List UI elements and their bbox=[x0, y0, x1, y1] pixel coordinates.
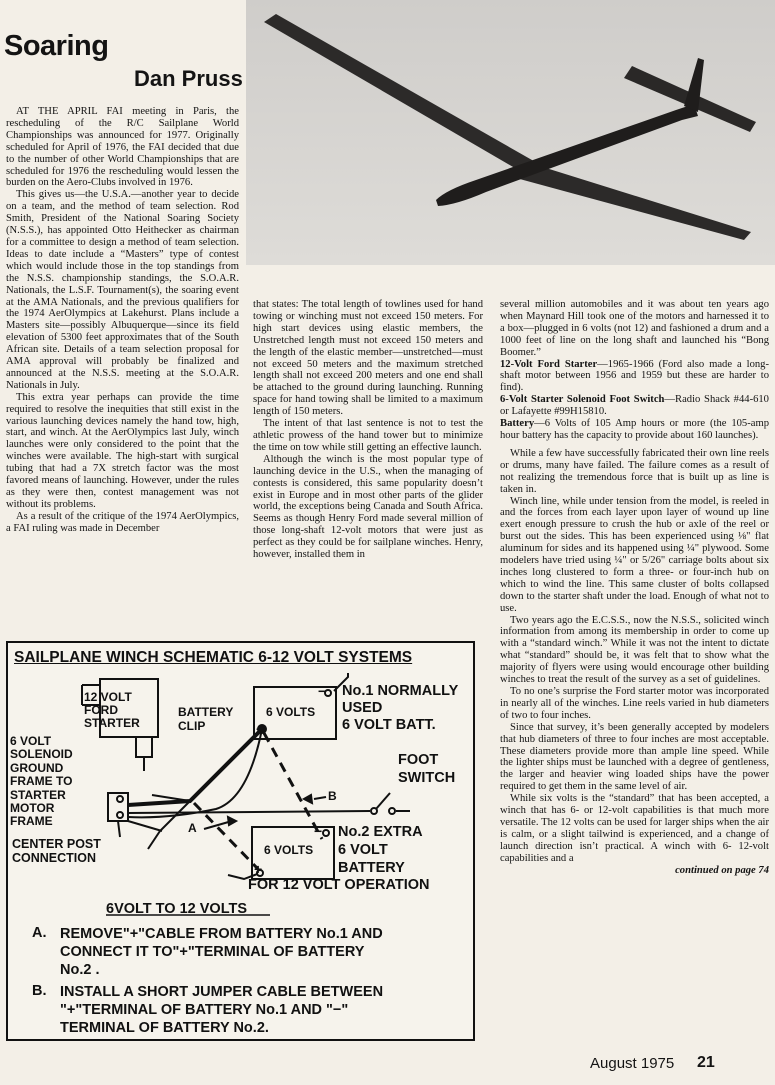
label-line: CONNECTION bbox=[12, 851, 97, 865]
step-line: REMOVE"+"CABLE FROM BATTERY No.1 AND bbox=[60, 926, 383, 942]
sailplane-silhouette bbox=[246, 0, 775, 265]
article-column-2 bbox=[253, 299, 483, 561]
parts-label: 6-Volt Starter Solenoid Foot Switch bbox=[500, 394, 665, 406]
battery-clip-label bbox=[178, 705, 233, 733]
label-line: STARTER bbox=[10, 787, 66, 802]
label-line: 6 VOLT BATT. bbox=[342, 717, 436, 733]
step-a-text bbox=[60, 925, 383, 979]
label-line: BATTERY bbox=[338, 860, 405, 876]
step-a-letter: A. bbox=[32, 925, 47, 941]
sailplane-photo bbox=[246, 0, 775, 265]
label-line: No.2 EXTRA bbox=[338, 824, 423, 840]
paragraph: Two years ago the E.C.S.S., now the N.S.S., solicited winch information from among its membership in order to come up with a “standard winch.” While it was not the intent to dictate what “standard” should be, it was felt that to show what the majority of flyers were using would encourage other building winches to treat the result of the survey as a set of guidelines. bbox=[500, 614, 769, 686]
solenoid-label bbox=[10, 735, 73, 829]
parts-battery bbox=[500, 418, 769, 442]
paragraph: Although the winch is the most popular type of launching device in the U.S., when the managing of contests is considered, this same popularity doesn’t exist in Europe and in most other parts of the glider world, the exceptions being Canada and South Africa. Seems as though Henry Ford made several million of those long-shaft 12-volt motors that were just as perfect as they could be for sailplane winches. Henry, however, installed them in bbox=[253, 453, 483, 561]
label-line: FRAME bbox=[10, 814, 53, 829]
label-line: FOOT bbox=[398, 752, 439, 768]
parts-ford-starter bbox=[500, 359, 769, 395]
paragraph: To no one’s surprise the Ford starter motor was incorporated in nearly all of the winches. Line reels varied in hub diameters of two to four inches. bbox=[500, 686, 769, 721]
battery-1-label: 6 VOLTS bbox=[266, 705, 316, 719]
battery-2-negative: − bbox=[314, 823, 323, 839]
paragraph: that states: The total length of towlines used for hand towing or winching must not exceed 150 meters. For high start devices using elastic members, the Unstretched length must not exceed 150 meters and the length of the elastic member—unstretched—must not exceed 50 meters and the maximum stretched length shall not exceed 200 meters and one end shall be attached to the ground during launching. Running space for hand towing shall be limited to a maximum length of 150 meters. bbox=[253, 299, 483, 418]
schematic-subtitle: 6VOLT TO 12 VOLTS bbox=[106, 901, 247, 917]
cable-a-label: A bbox=[188, 821, 197, 835]
label-line: 6 VOLT bbox=[338, 842, 388, 858]
parts-foot-switch bbox=[500, 394, 769, 418]
step-b-letter: B. bbox=[32, 983, 47, 999]
page-title: Soaring bbox=[4, 30, 109, 62]
paragraph: As a result of the critique of the 1974 AerOlympics, a FAI ruling was made in December bbox=[6, 510, 239, 534]
page-number: 21 bbox=[697, 1054, 715, 1071]
paragraph: AT THE APRIL FAI meeting in Paris, the rescheduling of the R/C Sailplane World Championships was announced for 1977. Originally scheduled for April of 1976, the FAI decided that due to the number of other World Championships that are scheduled for 1976 the rescheduling would lessen the burden on the Aero-Clubs involved in 1976. bbox=[6, 106, 239, 189]
twelve-volt-operation-label: FOR 12 VOLT OPERATION bbox=[248, 877, 430, 893]
label-line: FRAME TO bbox=[10, 774, 73, 789]
starter-label bbox=[84, 691, 140, 730]
battery-2-description bbox=[338, 823, 423, 877]
article-column-1 bbox=[6, 106, 239, 535]
cable-b-label: B bbox=[328, 789, 337, 803]
label-line: STARTER bbox=[84, 716, 140, 730]
battery-2-positive: + bbox=[254, 861, 263, 877]
paragraph: Since that survey, it’s been generally accepted by modelers that hub diameters of three to four inches are most acceptable. These diameters provide more than ample line speed. While the lighter ships must be launched with a degree of gentleness, the larger and heavier wing loaded ships have the power required to get them in the same level of air. bbox=[500, 721, 769, 793]
winch-schematic bbox=[6, 641, 475, 1041]
label-line: GROUND bbox=[10, 760, 64, 775]
parts-label: Battery bbox=[500, 418, 535, 430]
battery-1-description bbox=[342, 683, 458, 734]
step-line: INSTALL A SHORT JUMPER CABLE BETWEEN bbox=[60, 984, 384, 1000]
step-b-text bbox=[60, 983, 383, 1037]
paragraph: Winch line, while under tension from the model, is reeled in and the forces from each layer upon layer of wound up line exert enough pressure to crush the hub or axle of the reel or burst out the sides. This has been experienced using ⅛" flat aluminum for sides and its happened using ¼" plywood. Some modelers have tried using ¼" or 5/26" carriage bolts about six inches long clustered to form a three- or four-inch hub on which to wind the line. This same cluster of bolts collapsed down to the starter shaft under the load. Enough of what not to use. bbox=[500, 495, 769, 614]
issue-date: August 1975 bbox=[590, 1055, 675, 1072]
label-line: CLIP bbox=[178, 719, 206, 733]
paragraph: While a few have successfully fabricated their own line reels or drums, many have failed. The failure comes as a result of not realizing the tremendous force that is built up as line is taken in. bbox=[500, 447, 769, 495]
step-line: "+"TERMINAL OF BATTERY No.1 AND "−" bbox=[60, 1002, 349, 1018]
paragraph: While six volts is the “standard” that has been accepted, a winch that has 6- or 12-volt capabilities is that much more versatile. The 12 volts can be used for larger ships when the air is calm, or a slight tailwind is experienced, and a change of launch direction isn’t practical. A winch with 6- 12-volt capabilities and a bbox=[500, 793, 769, 864]
label-line: No.1 NORMALLY bbox=[342, 683, 459, 699]
battery-1-positive: + bbox=[256, 721, 265, 737]
paragraph: The intent of that last sentence is not to test the athletic prowess of the hand tower but to minimize the time on tow while still getting an effective launch. bbox=[253, 418, 483, 453]
label-line: USED bbox=[342, 700, 383, 716]
label-line: SWITCH bbox=[398, 770, 456, 786]
label-line: 12 VOLT bbox=[84, 690, 132, 704]
continued-note: continued on page 74 bbox=[675, 864, 769, 876]
article-column-3 bbox=[500, 299, 769, 877]
author-byline: Dan Pruss bbox=[134, 66, 243, 91]
step-line: TERMINAL OF BATTERY No.2. bbox=[60, 1020, 269, 1036]
parts-text: —1965-1966 (Ford also made a long-shaft motor between 1956 and 1959 but these are harder to find). bbox=[500, 358, 769, 394]
label-line: 6 VOLT bbox=[10, 734, 52, 748]
center-post-label bbox=[12, 837, 101, 865]
paragraph: several million automobiles and it was about ten years ago when Maynard Hill took one of the motors and harnessed it to a box—plugged in 6 volts (not 12) and fashioned a drum and a 1000 feet of line on the long shaft and launched his “Bong Boomer.” bbox=[500, 299, 769, 358]
label-line: CENTER POST bbox=[12, 837, 101, 851]
label-line: FORD bbox=[84, 703, 118, 717]
step-line: No.2 . bbox=[60, 962, 100, 978]
paragraph: This extra year perhaps can provide the time required to resolve the inequities that still exist in the various launching devices namely the hand tow, high, start, and winch. At the AerOlympics last July, winch launches were only considered to the point that the winches were available. The high-start with surgical tubing that had a 7X stretch factor was the most favored means of launching. However, under the rules as they were then, contest management was not without its problems. bbox=[6, 391, 239, 510]
step-line: CONNECT IT TO"+"TERMINAL OF BATTERY bbox=[60, 944, 365, 960]
battery-2-label: 6 VOLTS bbox=[264, 843, 314, 857]
schematic-title: SAILPLANE WINCH SCHEMATIC 6-12 VOLT SYSTEMS bbox=[14, 649, 413, 666]
parts-label: 12-Volt Ford Starter bbox=[500, 358, 598, 370]
parts-text: —Radio Shack #44-610 or Lafayette #99H15810. bbox=[500, 394, 769, 418]
parts-text: —6 Volts of 105 Amp hours or more (the 105-amp hour battery has the capacity to provide about 160 launches). bbox=[500, 418, 769, 441]
label-line: BATTERY bbox=[178, 705, 234, 719]
label-line: MOTOR bbox=[10, 801, 55, 816]
foot-switch-label bbox=[398, 751, 455, 787]
paragraph: This gives us—the U.S.A.—another year to decide on a team, and the method of team selection. Rod Smith, President of the National Soaring Society (N.S.S.), has appointed Otto Heithecker as chairman for a committee to design a method of team selection. Ideas to date include a “Masters” type of contest which would include those in the top standings from the N.S.S. championship standings, the S.O.A.R. Nationals, the L.S.F. Tournament(s), the soaring event at the AMA Nationals, and the previous qualifiers for the 1974 AerOlympics at Lakehurst. Plans include a Masters site—possibly Albuquerque—since its field elevation of 5300 feet approximates that of the South African site. Details of a team selection proposal for AMA approval will probably be finalized and announced at the N.S.S. meeting at the S.O.A.R. Nationals in July. bbox=[6, 189, 239, 391]
battery-1-negative: − bbox=[318, 683, 327, 699]
label-line: SOLENOID bbox=[10, 747, 73, 762]
